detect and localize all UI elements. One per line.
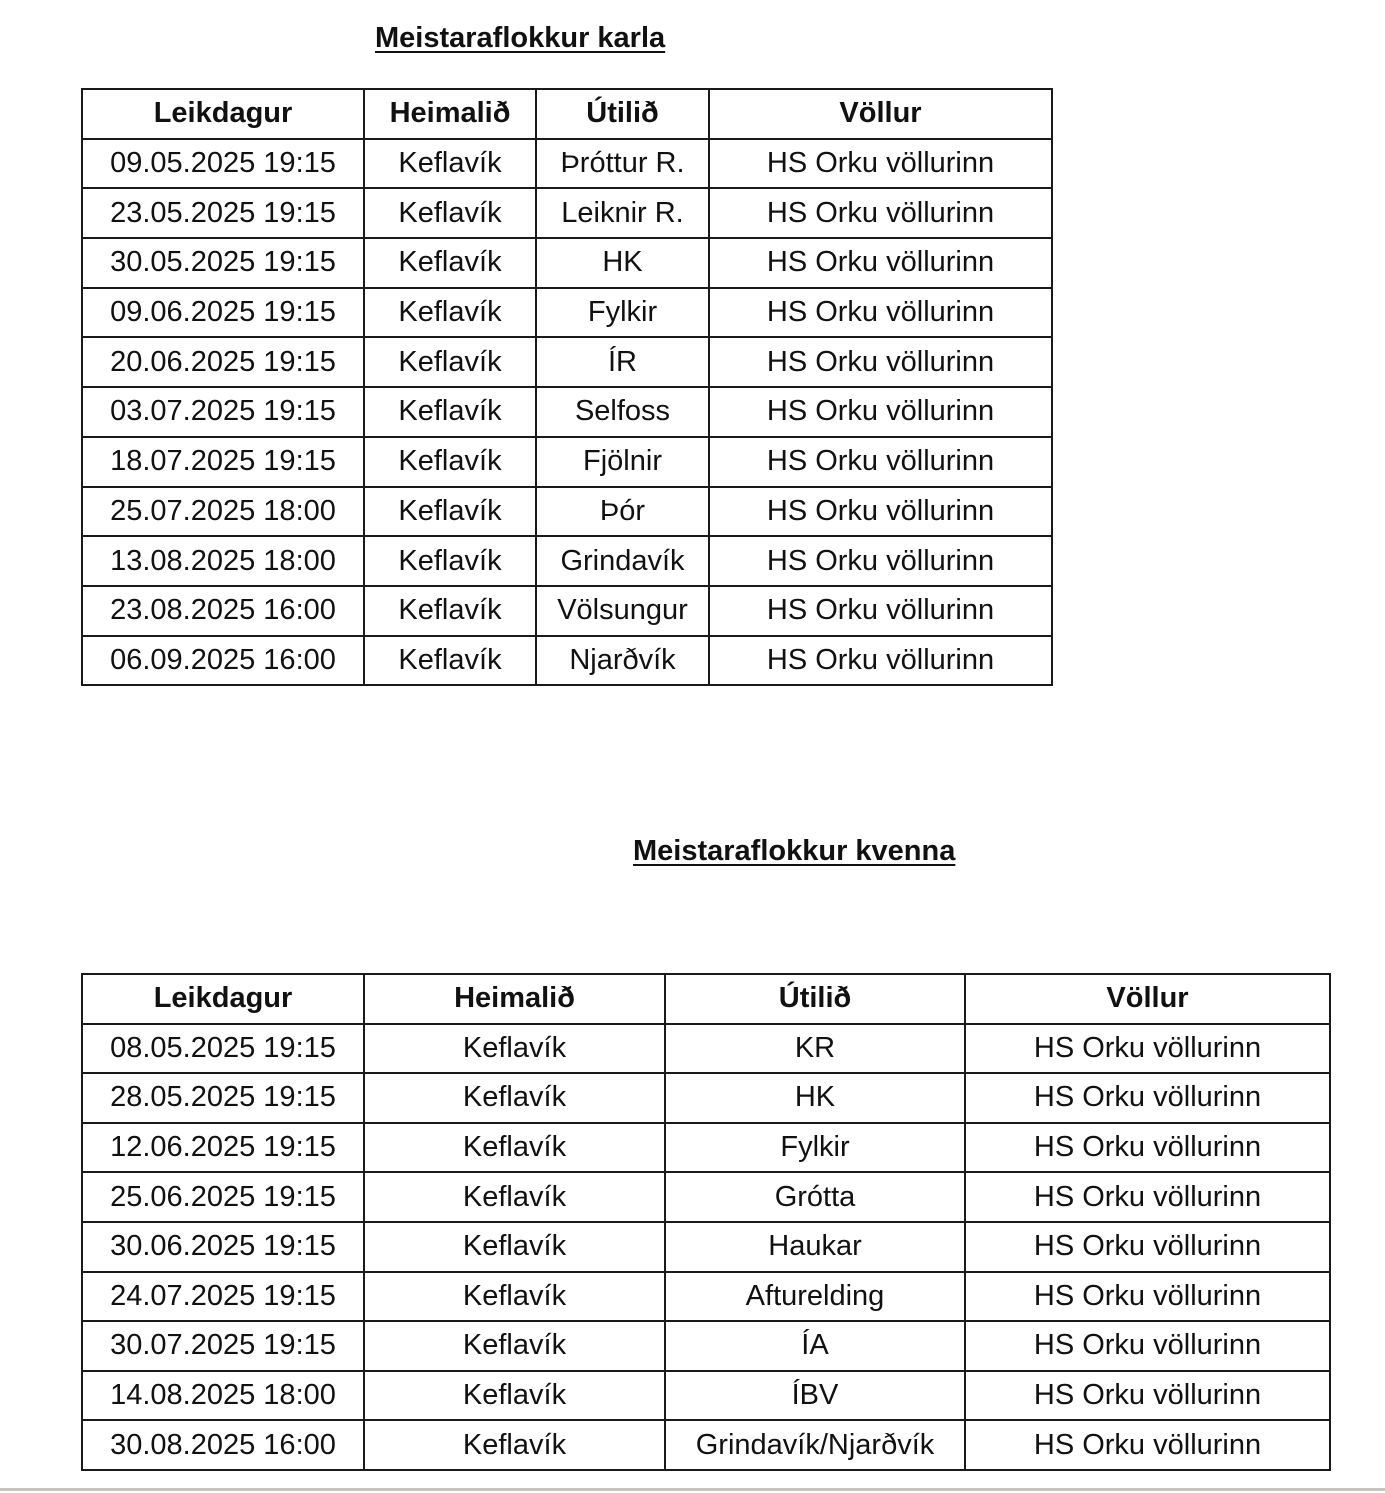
cell-vollur: HS Orku völlurinn (709, 238, 1052, 288)
cell-leikdagur: 23.05.2025 19:15 (82, 188, 364, 238)
cell-leikdagur: 14.08.2025 18:00 (82, 1371, 364, 1421)
cell-utilid: Fylkir (536, 288, 709, 338)
cell-vollur: HS Orku völlurinn (965, 1420, 1330, 1470)
cell-leikdagur: 06.09.2025 16:00 (82, 636, 364, 686)
cell-leikdagur: 09.05.2025 19:15 (82, 139, 364, 189)
cell-vollur: HS Orku völlurinn (709, 536, 1052, 586)
cell-vollur: HS Orku völlurinn (709, 288, 1052, 338)
column-header-leikdagur: Leikdagur (82, 974, 364, 1024)
cell-vollur: HS Orku völlurinn (965, 1073, 1330, 1123)
cell-heimalid: Keflavík (364, 1024, 665, 1074)
cell-heimalid: Keflavík (364, 337, 536, 387)
cell-leikdagur: 25.07.2025 18:00 (82, 487, 364, 537)
cell-utilid: ÍBV (665, 1371, 965, 1421)
cell-vollur: HS Orku völlurinn (965, 1123, 1330, 1173)
table-row (82, 188, 1052, 238)
cell-vollur: HS Orku völlurinn (709, 337, 1052, 387)
table-row (82, 238, 1052, 288)
cell-utilid: Leiknir R. (536, 188, 709, 238)
table-row (82, 139, 1052, 189)
cell-heimalid: Keflavík (364, 238, 536, 288)
cell-leikdagur: 18.07.2025 19:15 (82, 437, 364, 487)
cell-leikdagur: 24.07.2025 19:15 (82, 1272, 364, 1322)
cell-utilid: HK (665, 1073, 965, 1123)
cell-utilid: Völsungur (536, 586, 709, 636)
cell-leikdagur: 09.06.2025 19:15 (82, 288, 364, 338)
cell-leikdagur: 12.06.2025 19:15 (82, 1123, 364, 1173)
cell-utilid: Njarðvík (536, 636, 709, 686)
table-row (82, 437, 1052, 487)
cell-vollur: HS Orku völlurinn (709, 586, 1052, 636)
cell-vollur: HS Orku völlurinn (965, 1272, 1330, 1322)
cell-utilid: Grótta (665, 1172, 965, 1222)
cell-leikdagur: 30.07.2025 19:15 (82, 1321, 364, 1371)
cell-utilid: Grindavík (536, 536, 709, 586)
cell-heimalid: Keflavík (364, 1222, 665, 1272)
cell-utilid: Afturelding (665, 1272, 965, 1322)
column-header-heimalid: Heimalið (364, 974, 665, 1024)
cell-utilid: Fjölnir (536, 437, 709, 487)
cell-utilid: KR (665, 1024, 965, 1074)
title-meistaraflokkur-kvenna: Meistaraflokkur kvenna (633, 835, 956, 867)
cell-heimalid: Keflavík (364, 1272, 665, 1322)
cell-heimalid: Keflavík (364, 139, 536, 189)
table-row (82, 1024, 1330, 1074)
cell-utilid: Selfoss (536, 387, 709, 437)
cell-utilid: Fylkir (665, 1123, 965, 1173)
cell-vollur: HS Orku völlurinn (965, 1371, 1330, 1421)
cell-leikdagur: 13.08.2025 18:00 (82, 536, 364, 586)
cell-heimalid: Keflavík (364, 1321, 665, 1371)
cell-leikdagur: 28.05.2025 19:15 (82, 1073, 364, 1123)
cell-utilid: Grindavík/Njarðvík (665, 1420, 965, 1470)
cell-heimalid: Keflavík (364, 1371, 665, 1421)
cell-vollur: HS Orku völlurinn (709, 487, 1052, 537)
cell-vollur: HS Orku völlurinn (965, 1321, 1330, 1371)
column-header-utilid: Útilið (536, 89, 709, 139)
cell-heimalid: Keflavík (364, 1420, 665, 1470)
title-meistaraflokkur-karla: Meistaraflokkur karla (375, 22, 666, 54)
table-row (82, 536, 1052, 586)
cell-utilid: Þróttur R. (536, 139, 709, 189)
column-header-vollur: Völlur (965, 974, 1330, 1024)
cell-leikdagur: 25.06.2025 19:15 (82, 1172, 364, 1222)
cell-leikdagur: 03.07.2025 19:15 (82, 387, 364, 437)
cell-utilid: Þór (536, 487, 709, 537)
column-header-leikdagur: Leikdagur (82, 89, 364, 139)
cell-leikdagur: 08.05.2025 19:15 (82, 1024, 364, 1074)
cell-leikdagur: 23.08.2025 16:00 (82, 586, 364, 636)
column-header-heimalid: Heimalið (364, 89, 536, 139)
schedule-table-kvenna (81, 973, 1331, 1471)
cell-heimalid: Keflavík (364, 1123, 665, 1173)
cell-utilid: Haukar (665, 1222, 965, 1272)
cell-heimalid: Keflavík (364, 586, 536, 636)
cell-leikdagur: 30.06.2025 19:15 (82, 1222, 364, 1272)
cell-heimalid: Keflavík (364, 188, 536, 238)
table-row (82, 1371, 1330, 1421)
cell-vollur: HS Orku völlurinn (965, 1172, 1330, 1222)
cell-heimalid: Keflavík (364, 387, 536, 437)
cell-vollur: HS Orku völlurinn (709, 387, 1052, 437)
cell-heimalid: Keflavík (364, 536, 536, 586)
table-row (82, 487, 1052, 537)
cell-vollur: HS Orku völlurinn (709, 139, 1052, 189)
cell-vollur: HS Orku völlurinn (709, 188, 1052, 238)
table-row (82, 337, 1052, 387)
cell-heimalid: Keflavík (364, 288, 536, 338)
column-header-vollur: Völlur (709, 89, 1052, 139)
table-row (82, 1073, 1330, 1123)
table-header-row (82, 89, 1052, 139)
table-header-row (82, 974, 1330, 1024)
table-row (82, 1123, 1330, 1173)
cell-heimalid: Keflavík (364, 487, 536, 537)
table-row (82, 586, 1052, 636)
page-bottom-divider (0, 1488, 1385, 1491)
cell-leikdagur: 20.06.2025 19:15 (82, 337, 364, 387)
cell-utilid: ÍR (536, 337, 709, 387)
table-row (82, 1172, 1330, 1222)
cell-vollur: HS Orku völlurinn (965, 1024, 1330, 1074)
cell-heimalid: Keflavík (364, 1172, 665, 1222)
cell-heimalid: Keflavík (364, 1073, 665, 1123)
schedule-table-karla (81, 88, 1053, 686)
table-row (82, 1222, 1330, 1272)
table-row (82, 636, 1052, 686)
cell-heimalid: Keflavík (364, 437, 536, 487)
cell-utilid: ÍA (665, 1321, 965, 1371)
cell-vollur: HS Orku völlurinn (709, 437, 1052, 487)
cell-utilid: HK (536, 238, 709, 288)
cell-leikdagur: 30.05.2025 19:15 (82, 238, 364, 288)
table-row (82, 1420, 1330, 1470)
cell-leikdagur: 30.08.2025 16:00 (82, 1420, 364, 1470)
cell-vollur: HS Orku völlurinn (965, 1222, 1330, 1272)
table-row (82, 1272, 1330, 1322)
column-header-utilid: Útilið (665, 974, 965, 1024)
cell-heimalid: Keflavík (364, 636, 536, 686)
table-row (82, 387, 1052, 437)
table-row (82, 1321, 1330, 1371)
table-row (82, 288, 1052, 338)
cell-vollur: HS Orku völlurinn (709, 636, 1052, 686)
